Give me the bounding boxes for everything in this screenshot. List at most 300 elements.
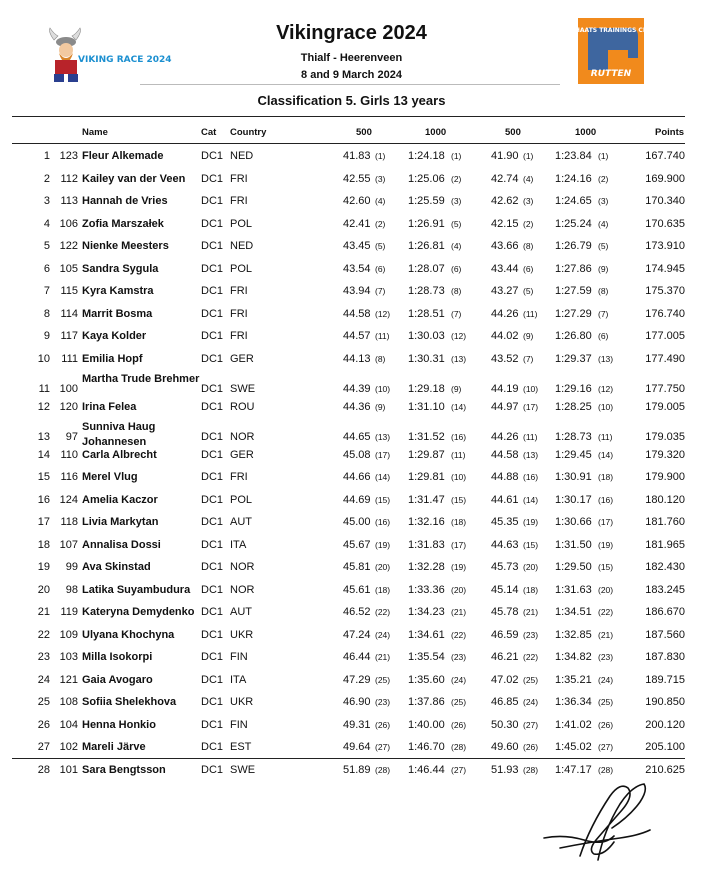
country: NED	[230, 150, 254, 162]
category: DC1	[201, 763, 224, 776]
rank-3: (3)	[523, 196, 534, 206]
time-2: 1:34.61	[408, 628, 445, 641]
country: ITA	[230, 538, 247, 551]
points: 179.035	[645, 431, 685, 443]
time-2: 1:32.28	[408, 561, 445, 573]
rank-1: (11)	[375, 331, 390, 341]
skater-name: Sofiia Shelekhova	[82, 696, 177, 708]
rank-4: (19)	[598, 539, 614, 550]
rank-3: (22)	[523, 652, 539, 662]
time-3: 41.90	[491, 150, 519, 162]
rank-4: (12)	[598, 384, 614, 394]
rank-1: (21)	[375, 652, 391, 662]
rank-4: (11)	[598, 432, 613, 442]
rank: 7	[43, 285, 50, 297]
time-3: 43.66	[491, 240, 519, 252]
country: EST	[230, 741, 252, 753]
category: DC1	[201, 307, 224, 320]
time-2: 1:32.16	[408, 516, 445, 528]
points: 179.005	[645, 400, 685, 413]
time-2: 1:31.52	[408, 431, 445, 443]
rank-1: (14)	[375, 472, 391, 482]
table-row	[12, 561, 685, 577]
category: DC1	[201, 583, 224, 596]
time-4: 1:30.66	[555, 516, 592, 528]
time-1: 44.13	[343, 352, 371, 365]
table-row	[12, 218, 685, 234]
time-3: 44.26	[491, 431, 519, 443]
col-cat: Cat	[201, 127, 217, 138]
rank: 26	[37, 718, 50, 731]
start-number: 118	[60, 516, 78, 528]
time-3: 43.27	[491, 285, 519, 297]
rank-4: (23)	[598, 652, 614, 662]
time-3: 49.60	[491, 741, 519, 753]
country: FIN	[230, 651, 248, 663]
start-number: 106	[59, 217, 78, 230]
time-3: 45.14	[491, 583, 519, 596]
rank-4: (13)	[598, 353, 614, 364]
event-dates: 8 and 9 March 2024	[301, 69, 402, 81]
points: 210.625	[645, 763, 685, 776]
start-number: 116	[60, 471, 78, 483]
rank: 12	[37, 400, 50, 413]
rank-1: (22)	[375, 607, 391, 617]
time-4: 1:23.84	[555, 150, 592, 162]
start-number: 114	[60, 307, 78, 320]
rank-4: (16)	[598, 494, 614, 505]
start-number: 103	[59, 651, 78, 663]
time-3: 45.73	[491, 561, 519, 573]
skater-name: Fleur Alkemade	[82, 150, 164, 162]
country: FRI	[230, 471, 248, 483]
rank-4: (26)	[598, 719, 614, 730]
rank-1: (8)	[375, 353, 386, 364]
time-1: 45.67	[343, 538, 371, 551]
venue: Thialf - Heerenveen	[300, 52, 403, 64]
rank-2: (27)	[451, 764, 467, 775]
rank: 22	[37, 628, 50, 641]
time-1: 42.55	[343, 172, 371, 185]
time-2: 1:25.59	[408, 195, 445, 207]
start-number: 119	[60, 606, 78, 618]
time-3: 45.35	[491, 516, 519, 528]
time-2: 1:31.10	[408, 400, 445, 413]
points: 183.245	[645, 583, 685, 596]
col-1000-1: 1000	[425, 127, 447, 138]
rank-3: (24)	[523, 697, 539, 707]
rank-2: (25)	[451, 697, 467, 707]
country: FRI	[230, 307, 248, 320]
time-2: 1:33.36	[408, 583, 445, 596]
table-row	[12, 240, 685, 256]
rank-2: (5)	[451, 218, 462, 229]
time-1: 47.29	[343, 673, 371, 686]
category: DC1	[201, 493, 224, 506]
country: NOR	[230, 561, 255, 573]
rank-4: (17)	[598, 517, 614, 527]
rank-1: (16)	[375, 517, 391, 527]
rank-2: (28)	[451, 742, 467, 752]
rank-2: (1)	[451, 151, 462, 161]
rank-4: (24)	[598, 674, 614, 685]
points: 170.340	[645, 195, 685, 207]
table-row	[12, 449, 685, 465]
logo-club-text: SCHAATS TRAININGS CLUB	[566, 27, 656, 34]
points: 187.560	[645, 628, 685, 641]
skater-name: Ava Skinstad	[82, 561, 151, 573]
rank-2: (3)	[451, 196, 462, 206]
time-4: 1:31.63	[555, 583, 592, 596]
country: GER	[230, 352, 254, 365]
time-3: 46.21	[491, 651, 519, 663]
category: DC1	[201, 471, 224, 483]
time-2: 1:26.91	[408, 217, 445, 230]
rank-1: (13)	[375, 432, 391, 442]
time-3: 50.30	[491, 718, 519, 731]
rank-3: (28)	[523, 764, 539, 775]
rank-1: (4)	[375, 196, 386, 206]
rank-1: (24)	[375, 629, 391, 640]
time-2: 1:28.07	[408, 262, 445, 275]
category: DC1	[201, 383, 224, 395]
rank-2: (23)	[451, 652, 467, 662]
start-number: 111	[61, 352, 78, 365]
rank-2: (19)	[451, 562, 467, 572]
time-2: 1:35.54	[408, 651, 445, 663]
points: 167.740	[645, 150, 685, 162]
rank-3: (20)	[523, 562, 539, 572]
start-number: 100	[59, 383, 78, 395]
time-3: 44.26	[491, 307, 519, 320]
start-number: 105	[59, 262, 78, 275]
category: DC1	[201, 262, 224, 275]
start-number: 124	[59, 493, 78, 506]
rank: 5	[43, 240, 50, 252]
time-1: 42.60	[343, 195, 371, 207]
rank-3: (21)	[523, 607, 539, 617]
rank-1: (3)	[375, 173, 386, 184]
table-row	[12, 539, 685, 555]
rank-4: (25)	[598, 697, 614, 707]
time-4: 1:28.25	[555, 400, 592, 413]
rank-2: (13)	[451, 353, 467, 364]
country: ROU	[230, 400, 255, 413]
category: DC1	[201, 651, 224, 663]
rank-4: (14)	[598, 449, 614, 460]
time-3: 43.52	[491, 352, 519, 365]
table-row	[12, 285, 685, 301]
table-row	[12, 263, 685, 279]
start-number: 98	[65, 583, 78, 596]
skater-name: Merel Vlug	[82, 471, 138, 483]
country: SWE	[230, 763, 256, 776]
rank-1: (7)	[375, 286, 386, 296]
country: FRI	[230, 330, 248, 342]
time-4: 1:27.29	[555, 307, 592, 320]
time-1: 44.65	[343, 431, 371, 443]
rank: 15	[37, 471, 50, 483]
points: 173.910	[645, 240, 685, 252]
rank-1: (2)	[375, 218, 386, 229]
time-1: 43.54	[343, 262, 371, 275]
time-2: 1:25.06	[408, 172, 445, 185]
rank-1: (1)	[375, 151, 386, 161]
time-4: 1:34.51	[555, 606, 592, 618]
rank-2: (9)	[451, 384, 462, 394]
skater-name: Amelia Kaczor	[82, 493, 158, 506]
category: DC1	[201, 217, 224, 230]
rank-2: (20)	[451, 584, 467, 595]
time-2: 1:26.81	[408, 240, 445, 252]
rank-3: (27)	[523, 719, 539, 730]
category: DC1	[201, 431, 224, 443]
country: UKR	[230, 628, 254, 641]
time-4: 1:30.17	[555, 493, 592, 506]
rank: 16	[37, 493, 50, 506]
points: 181.965	[645, 538, 685, 551]
rank-2: (11)	[451, 449, 466, 460]
time-4: 1:27.86	[555, 262, 592, 275]
points: 205.100	[645, 741, 685, 753]
rank-4: (18)	[598, 472, 614, 482]
rank: 20	[37, 583, 50, 596]
time-4: 1:26.80	[555, 330, 592, 342]
time-1: 44.58	[343, 307, 371, 320]
rank-2: (4)	[451, 241, 462, 251]
points: 169.900	[645, 172, 685, 185]
time-4: 1:27.59	[555, 285, 592, 297]
skater-name: Sara Bengtsson	[82, 763, 166, 776]
time-1: 42.41	[343, 217, 371, 230]
rank-3: (5)	[523, 286, 534, 296]
time-2: 1:31.83	[408, 538, 445, 551]
category: DC1	[201, 240, 224, 252]
rank-3: (25)	[523, 674, 539, 685]
time-4: 1:41.02	[555, 718, 592, 731]
points: 181.760	[645, 516, 685, 528]
time-1: 44.36	[343, 400, 371, 413]
category: DC1	[201, 718, 224, 731]
table-row	[12, 674, 685, 690]
skater-name: Kaya Kolder	[82, 330, 147, 342]
skater-name: Irina Felea	[82, 400, 137, 413]
category: DC1	[201, 448, 224, 461]
rank-4: (8)	[598, 286, 609, 296]
time-1: 49.64	[343, 741, 371, 753]
rank: 11	[38, 383, 50, 395]
country: UKR	[230, 696, 254, 708]
rank-4: (10)	[598, 401, 614, 412]
rank-2: (22)	[451, 629, 467, 640]
category: DC1	[201, 538, 224, 551]
rank-2: (15)	[451, 494, 467, 505]
time-3: 44.88	[491, 471, 519, 483]
time-1: 44.66	[343, 471, 371, 483]
rank-4: (22)	[598, 607, 614, 617]
time-1: 46.44	[343, 651, 371, 663]
rank: 9	[43, 330, 50, 342]
rank-3: (2)	[523, 218, 534, 229]
col-500-2: 500	[505, 127, 521, 138]
time-2: 1:35.60	[408, 673, 445, 686]
points: 177.005	[645, 330, 685, 342]
rank-3: (18)	[523, 584, 539, 595]
rank-1: (17)	[375, 449, 391, 460]
rank-4: (3)	[598, 196, 609, 206]
time-1: 43.45	[343, 240, 371, 252]
time-3: 43.44	[491, 262, 519, 275]
skater-name: Kyra Kamstra	[82, 285, 154, 297]
rank-1: (20)	[375, 562, 391, 572]
points: 179.320	[645, 448, 685, 461]
table-row	[12, 606, 685, 622]
col-1000-2: 1000	[575, 127, 597, 138]
rank: 2	[43, 172, 50, 185]
category: DC1	[201, 330, 224, 342]
rank: 1	[43, 150, 50, 162]
rank: 25	[37, 696, 50, 708]
start-number: 104	[59, 718, 78, 731]
rank-4: (6)	[598, 331, 609, 341]
rank-4: (1)	[598, 151, 609, 161]
points: 175.370	[645, 285, 685, 297]
time-1: 44.69	[343, 493, 371, 506]
rank-1: (27)	[375, 742, 391, 752]
table-row	[12, 719, 685, 735]
time-2: 1:29.81	[408, 471, 445, 483]
points: 186.670	[645, 606, 685, 618]
rank-4: (4)	[598, 218, 609, 229]
skater-name: Kailey van der Veen	[82, 172, 186, 185]
rank: 6	[43, 262, 50, 275]
table-row	[12, 584, 685, 600]
rank-1: (12)	[375, 308, 391, 319]
time-1: 43.94	[343, 285, 371, 297]
points: 177.750	[645, 383, 685, 395]
club-logo	[566, 18, 656, 84]
category: DC1	[201, 696, 224, 708]
skater-name: Annalisa Dossi	[82, 538, 161, 551]
rank-2: (2)	[451, 173, 462, 184]
skater-name: Martha Trude Brehmer	[82, 373, 200, 385]
time-3: 46.59	[491, 628, 519, 641]
table-row	[12, 494, 685, 510]
rank-1: (9)	[375, 401, 386, 412]
start-number: 113	[60, 195, 78, 207]
table-row	[12, 150, 685, 166]
table-row	[12, 353, 685, 369]
col-points: Points	[655, 127, 685, 138]
country: POL	[230, 493, 253, 506]
time-2: 1:46.44	[408, 763, 445, 776]
table-row	[12, 696, 685, 712]
rank-1: (5)	[375, 241, 386, 251]
time-1: 47.24	[343, 628, 371, 641]
time-1: 44.57	[343, 330, 371, 342]
rank: 8	[43, 307, 50, 320]
start-number: 110	[60, 448, 78, 461]
category: DC1	[201, 673, 224, 686]
start-number: 120	[59, 400, 78, 413]
skater-name: Henna Honkio	[82, 718, 156, 731]
country: NED	[230, 240, 254, 252]
rank-3: (19)	[523, 517, 539, 527]
skater-name: Nienke Meesters	[82, 240, 169, 252]
skater-name: Latika Suyambudura	[82, 583, 191, 596]
time-3: 42.62	[491, 195, 519, 207]
time-2: 1:29.18	[408, 383, 445, 395]
rank: 21	[37, 606, 50, 618]
category: DC1	[201, 561, 224, 573]
time-1: 49.31	[343, 718, 371, 731]
time-4: 1:32.85	[555, 628, 592, 641]
time-4: 1:29.37	[555, 352, 592, 365]
time-3: 44.58	[491, 448, 519, 461]
points: 174.945	[645, 262, 685, 275]
table-row	[12, 471, 685, 487]
skater-name: Zofia Marszałek	[82, 217, 164, 230]
time-1: 45.00	[343, 516, 371, 528]
category: DC1	[201, 195, 224, 207]
rank-4: (9)	[598, 263, 609, 274]
category: DC1	[201, 516, 224, 528]
rank-3: (16)	[523, 472, 539, 482]
country: AUT	[230, 606, 252, 618]
rank-4: (28)	[598, 764, 614, 775]
category: DC1	[201, 628, 224, 641]
rank-2: (10)	[451, 472, 467, 482]
start-number: 117	[60, 330, 78, 342]
points: 190.850	[645, 696, 685, 708]
time-4: 1:24.65	[555, 195, 592, 207]
rank: 3	[43, 195, 50, 207]
points: 180.120	[645, 493, 685, 506]
table-bottom-rule	[12, 758, 685, 759]
skater-name: Milla Isokorpi	[82, 651, 153, 663]
rank-2: (17)	[451, 539, 467, 550]
time-2: 1:37.86	[408, 696, 445, 708]
rank-3: (9)	[523, 331, 534, 341]
rank-1: (15)	[375, 494, 391, 505]
country: SWE	[230, 383, 256, 395]
rank: 13	[37, 431, 50, 443]
page-title: Vikingrace 2024	[276, 22, 427, 44]
category: DC1	[201, 606, 224, 618]
points: 200.120	[645, 718, 685, 731]
rank-1: (19)	[375, 539, 391, 550]
header-rule	[12, 143, 685, 144]
rank-1: (25)	[375, 674, 391, 685]
start-number: 102	[59, 741, 78, 753]
rank-2: (6)	[451, 263, 462, 274]
rank-3: (8)	[523, 241, 534, 251]
skater-name: Sunniva Haug Johannesen	[82, 421, 156, 448]
rank-2: (8)	[451, 286, 462, 296]
rank-1: (28)	[375, 764, 391, 775]
start-number: 112	[60, 172, 78, 185]
start-number: 108	[59, 696, 78, 708]
rank: 24	[37, 673, 50, 686]
rank-3: (11)	[523, 308, 538, 319]
time-4: 1:29.50	[555, 561, 592, 573]
rank-2: (7)	[451, 308, 462, 319]
start-number: 115	[60, 285, 78, 297]
rank-4: (20)	[598, 584, 614, 595]
rank-3: (11)	[523, 432, 538, 442]
rank: 10	[37, 352, 50, 365]
table-row	[12, 173, 685, 189]
